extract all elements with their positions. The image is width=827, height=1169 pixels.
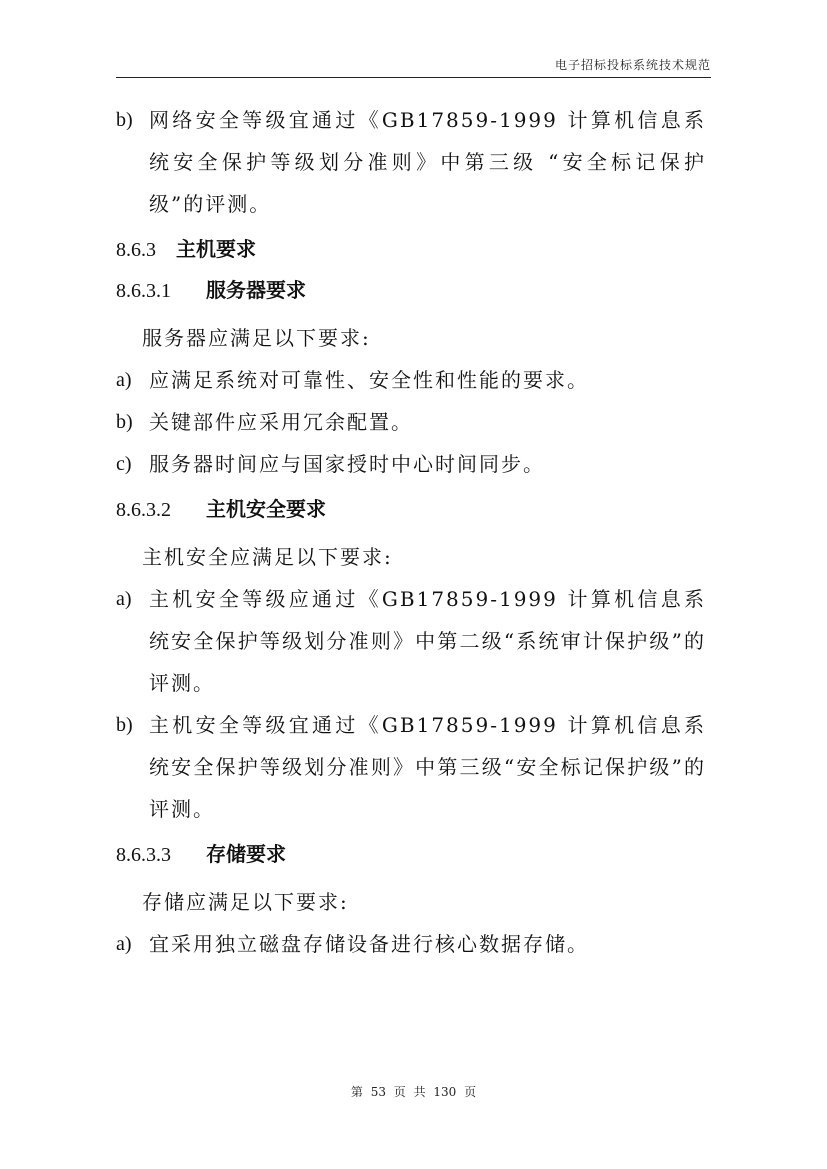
section-title: 存储要求: [206, 842, 286, 866]
section-number: 8.6.3.2: [116, 499, 171, 521]
list-marker: a): [116, 369, 132, 391]
page-number: 第 53 页 共 130 页: [350, 1085, 477, 1099]
section-heading-8-6-3-1: [116, 276, 706, 305]
section-title: 服务器要求: [206, 278, 306, 302]
list-marker: a): [116, 933, 132, 955]
list-item-text: 主机安全等级应通过《GB17859-1999 计算机信息系统安全保护等级划分准则》中第二级“系统审计保护级”的评测。: [149, 587, 706, 695]
list-item-text: 宜采用独立磁盘存储设备进行核心数据存储。: [149, 932, 589, 956]
list-item-b-network-security: [116, 99, 706, 225]
list-item-b-host-level-three: [116, 704, 706, 830]
section-number: 8.6.3.3: [116, 844, 171, 866]
list-item-a-host-level-two: [116, 578, 706, 704]
list-item-text: 服务器时间应与国家授时中心时间同步。: [149, 452, 545, 476]
server-requirements-intro: 服务器应满足以下要求:: [142, 326, 371, 350]
list-item-text: 网络安全等级宜通过《GB17859-1999 计算机信息系统安全保护等级划分准则》中第三级 “安全标记保护级”的评测。: [149, 108, 706, 216]
section-number: 8.6.3: [116, 239, 156, 261]
header-title: 电子招标投标系统技术规范: [554, 58, 711, 72]
list-marker: b): [116, 714, 133, 736]
list-marker: c): [116, 453, 132, 475]
list-item-text: 关键部件应采用冗余配置。: [149, 410, 413, 434]
section-heading-8-6-3-2: [116, 495, 706, 524]
host-security-intro: 主机安全应满足以下要求:: [142, 545, 393, 569]
list-item-text: 主机安全等级宜通过《GB17859-1999 计算机信息系统安全保护等级划分准则》中第三级“安全标记保护级”的评测。: [149, 713, 706, 821]
section-number: 8.6.3.1: [116, 280, 171, 302]
section-heading-8-6-3-3: [116, 840, 706, 869]
list-marker: b): [116, 109, 133, 131]
list-item-b-redundancy: [116, 401, 706, 443]
running-header: [116, 57, 711, 78]
list-item-a-storage-device: [116, 923, 706, 965]
section-heading-8-6-3: [116, 235, 706, 264]
list-marker: a): [116, 588, 132, 610]
list-marker: b): [116, 411, 133, 433]
document-body: [116, 99, 706, 965]
section-title: 主机安全要求: [206, 497, 326, 521]
list-item-text: 应满足系统对可靠性、安全性和性能的要求。: [149, 368, 589, 392]
list-item-a-reliability: [116, 359, 706, 401]
page-footer: [0, 1084, 827, 1100]
section-title: 主机要求: [176, 237, 256, 261]
list-item-c-time-sync: [116, 443, 706, 485]
storage-requirements-intro: 存储应满足以下要求:: [142, 890, 349, 914]
